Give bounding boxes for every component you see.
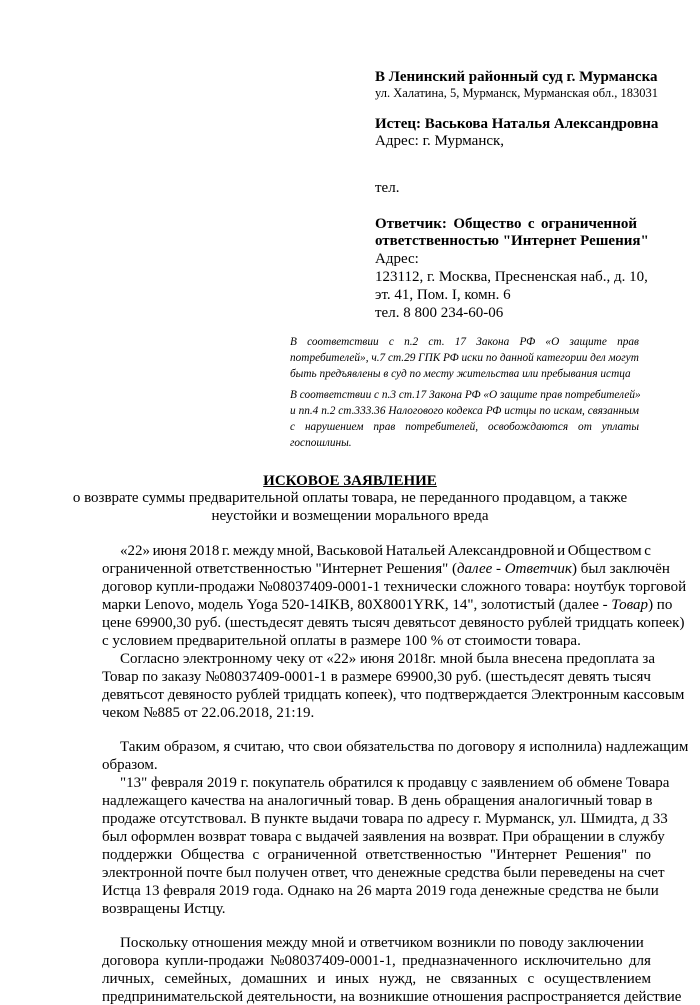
word: 69900,30 bbox=[395, 669, 452, 685]
word: уплаты bbox=[601, 421, 639, 433]
p1-line2 bbox=[102, 562, 670, 577]
p1-line1 bbox=[120, 544, 651, 559]
p3-line2: образом. bbox=[102, 757, 158, 773]
word: в bbox=[330, 669, 338, 685]
word: заказу bbox=[161, 669, 202, 685]
word: июня bbox=[152, 543, 187, 559]
word: Натальей bbox=[385, 543, 446, 559]
p1-line4 bbox=[102, 598, 672, 613]
word: ст.29 bbox=[387, 352, 416, 364]
word: №08037409-0001-1 bbox=[205, 669, 327, 685]
word: истцы bbox=[504, 405, 537, 417]
word: с bbox=[527, 971, 535, 987]
p5-line1: Поскольку отношения между мной и ответчиком возникли по поводу заключении bbox=[120, 935, 644, 951]
p4-line2: надлежащего качества на аналогичный товар. В день обращения аналогичный товар в bbox=[102, 793, 653, 809]
word: В соответствии с п.3 ст.17 Закона РФ «О защите прав потребителей» bbox=[290, 389, 641, 401]
p4-line7: Истца 13 февраля 2019 года. Однако на 26 марта 2019 года денежные средства не были bbox=[102, 883, 659, 899]
word: с bbox=[252, 847, 260, 863]
defendant-address-line1: 123112, г. Москва, Пресненская наб., д. 10, bbox=[375, 269, 648, 285]
defendant-phone: тел. 8 800 234-60-06 bbox=[375, 305, 504, 321]
word: п.2 bbox=[404, 336, 419, 348]
word: Налогового bbox=[388, 405, 444, 417]
word: «22» bbox=[120, 543, 150, 559]
p4-line4: был оформлен возврат товара с выдачей заявления на возврат. При обращении в службу bbox=[102, 829, 665, 845]
word: Решения" bbox=[565, 847, 628, 863]
word: размере bbox=[341, 669, 392, 685]
word: Общества bbox=[180, 847, 245, 863]
word: и bbox=[557, 543, 566, 559]
word: ГПК bbox=[418, 352, 441, 364]
note1-line2 bbox=[290, 353, 639, 364]
word: с bbox=[527, 216, 535, 232]
word: мной, bbox=[276, 543, 314, 559]
word: и bbox=[317, 971, 326, 987]
word: по bbox=[635, 847, 651, 863]
word: руб. bbox=[455, 669, 482, 685]
p1-line5: цене 69900,30 руб. (шестьдесят девять тысяч девятьсот девяносто рублей тридцать копеек) bbox=[102, 615, 685, 631]
word: Обществом bbox=[567, 543, 642, 559]
word: исключительно bbox=[523, 953, 623, 969]
note1-line3 bbox=[290, 369, 631, 380]
word: ограниченной bbox=[541, 216, 637, 232]
word: тысяч bbox=[613, 669, 651, 685]
plaintiff-line bbox=[375, 117, 658, 132]
document-title: ИСКОВОЕ ЗАЯВЛЕНИЕ bbox=[263, 473, 437, 489]
note1-line1 bbox=[290, 337, 639, 348]
word: Общество bbox=[453, 216, 522, 232]
word: девять bbox=[567, 669, 610, 685]
word: домашних bbox=[241, 971, 308, 987]
p2-line2 bbox=[102, 670, 651, 685]
p2-line1: Согласно электронному чеку от «22» июня 2018г. мной была внесена предоплата за bbox=[120, 651, 655, 667]
p5-line2 bbox=[102, 954, 651, 969]
word: иски bbox=[461, 352, 484, 364]
word: нужд, bbox=[379, 971, 417, 987]
word: по bbox=[142, 669, 158, 685]
word: и bbox=[290, 405, 296, 417]
note2-line3 bbox=[290, 422, 639, 433]
word: связанным bbox=[587, 405, 639, 417]
defendant-address-line2: эт. 41, Пом. I, комн. 6 bbox=[375, 287, 511, 303]
p1-line2-text: ограниченной ответственностью "Интернет Решения" ( bbox=[102, 561, 457, 577]
word: ст.333.36 bbox=[338, 405, 386, 417]
word: потребителей», bbox=[290, 352, 369, 364]
word: дел bbox=[590, 352, 606, 364]
word: связанных bbox=[450, 971, 518, 987]
word: г. bbox=[221, 543, 231, 559]
p1-line6: с условием предварительной оплаты в размере 100 % от стоимости товара. bbox=[102, 633, 581, 649]
word: по bbox=[539, 405, 551, 417]
word: Ответчик: bbox=[375, 216, 447, 232]
word: личных, bbox=[102, 971, 155, 987]
word: данной bbox=[499, 352, 534, 364]
plaintiff-address: Адрес: г. Мурманск, bbox=[375, 133, 505, 149]
word: не bbox=[426, 971, 441, 987]
p1-line3: договор купли-продажи №08037409-0001-1 технически сложного товара: ноутбук торговой bbox=[102, 579, 687, 595]
word: 2018 bbox=[189, 543, 220, 559]
word: РФ bbox=[519, 336, 536, 348]
p3-line1: Таким образом, я считаю, что свои обязательства по договору я исполнила) надлежащим bbox=[120, 739, 689, 755]
word: защите bbox=[569, 336, 607, 348]
plaintiff-label: Истец bbox=[375, 116, 416, 132]
word: Товар bbox=[102, 669, 139, 685]
note2-line2 bbox=[290, 406, 639, 417]
word: В bbox=[290, 336, 297, 348]
word: "Интернет bbox=[489, 847, 557, 863]
word: осуществлением bbox=[544, 971, 651, 987]
word: с bbox=[644, 543, 651, 559]
word: могут bbox=[608, 352, 639, 364]
word: «О bbox=[545, 336, 560, 348]
word: Закона bbox=[476, 336, 510, 348]
defendant-line1 bbox=[375, 217, 637, 232]
word: между bbox=[232, 543, 275, 559]
p1-goods-term: Товар bbox=[611, 597, 649, 613]
note2-line4 bbox=[290, 438, 352, 449]
word: с bbox=[290, 421, 296, 433]
word: быть предъявлены в суд по месту жительства или пребывания истца bbox=[290, 368, 631, 380]
word: предназначенного bbox=[402, 953, 518, 969]
word: п.2 bbox=[321, 405, 336, 417]
word: прав bbox=[617, 336, 639, 348]
word: искам, bbox=[553, 405, 585, 417]
word: госпошлины. bbox=[290, 437, 352, 449]
document-subtitle-line1: о возврате суммы предварительной оплаты товара, не переданного продавцом, а также bbox=[72, 490, 628, 506]
word: пп.4 bbox=[298, 405, 319, 417]
p5-line4: предпринимательской деятельности, на возникшие отношения распространяется действие bbox=[102, 989, 682, 1005]
p2-line4: чеком №885 от 22.06.2018, 21:19. bbox=[102, 705, 315, 721]
word: освобождаются bbox=[488, 421, 569, 433]
p4-line5 bbox=[102, 848, 651, 863]
document-subtitle-line2: неустойки и возмещении морального вреда bbox=[211, 508, 489, 524]
word: ограниченной bbox=[267, 847, 358, 863]
plaintiff-phone: тел. bbox=[375, 180, 400, 196]
word: 17 bbox=[454, 336, 467, 348]
p2-line3: девятьсот девяносто рублей тридцать копеек), что подтверждается Электронным кассовым bbox=[102, 687, 685, 703]
word: семейных, bbox=[164, 971, 232, 987]
word: ст. bbox=[428, 336, 445, 348]
court-title: В Ленинский районный суд г. Мурманска bbox=[375, 69, 658, 85]
word: соответствии bbox=[307, 336, 379, 348]
word: с bbox=[388, 336, 394, 348]
word: (шестьдесят bbox=[485, 669, 565, 685]
word: по bbox=[485, 352, 498, 364]
p4-line1: "13" февраля 2019 г. покупатель обратился к продавцу с заявлением об обмене Товара bbox=[120, 775, 670, 791]
word: РФ bbox=[485, 405, 502, 417]
word: прав bbox=[373, 421, 396, 433]
p1-line2-tail: ) был заключён bbox=[571, 561, 670, 577]
note2-line1 bbox=[290, 390, 641, 401]
p1-line4-text: марки Lenovo, модель Yoga 520-14IKB, 80X8001YRK, 14", золотистый (далее - bbox=[102, 597, 612, 613]
word: кодекса bbox=[446, 405, 483, 417]
word: иных bbox=[335, 971, 370, 987]
p1-line4-tail: ) по bbox=[648, 597, 673, 613]
p4-line8: возвращены Истцу. bbox=[102, 901, 226, 917]
word: категории bbox=[536, 352, 588, 364]
word: поддержки bbox=[102, 847, 173, 863]
word: нарушением bbox=[304, 421, 364, 433]
word: потребителей, bbox=[405, 421, 479, 433]
plaintiff-name: : Васькова Наталья Александровна bbox=[416, 116, 659, 132]
word: ч.7 bbox=[371, 352, 386, 364]
word: Васьковой bbox=[316, 543, 384, 559]
word: Александровной bbox=[447, 543, 555, 559]
p4-line6: электронной почте был получен ответ, что денежные средства были переведены на счет bbox=[102, 865, 665, 881]
word: купли-продажи bbox=[165, 953, 264, 969]
word: РФ bbox=[443, 352, 459, 364]
p5-line3 bbox=[102, 972, 651, 987]
word: ответственностью bbox=[365, 847, 482, 863]
word: договора bbox=[102, 953, 160, 969]
word: от bbox=[578, 421, 592, 433]
defendant-address-label: Адрес: bbox=[375, 251, 419, 267]
p1-defendant-term: далее - Ответчик bbox=[456, 561, 572, 577]
word: для bbox=[628, 953, 651, 969]
word: №08037409-0001-1, bbox=[270, 953, 396, 969]
defendant-line2: ответственностью "Интернет Решения" bbox=[375, 233, 649, 249]
p4-line3: продаже отсутствовал. В пункте выдачи товара по адресу г. Мурманск, ул. Шмидта, д 33 bbox=[102, 811, 668, 827]
court-address: ул. Халатина, 5, Мурманск, Мурманская обл., 183031 bbox=[375, 86, 658, 100]
